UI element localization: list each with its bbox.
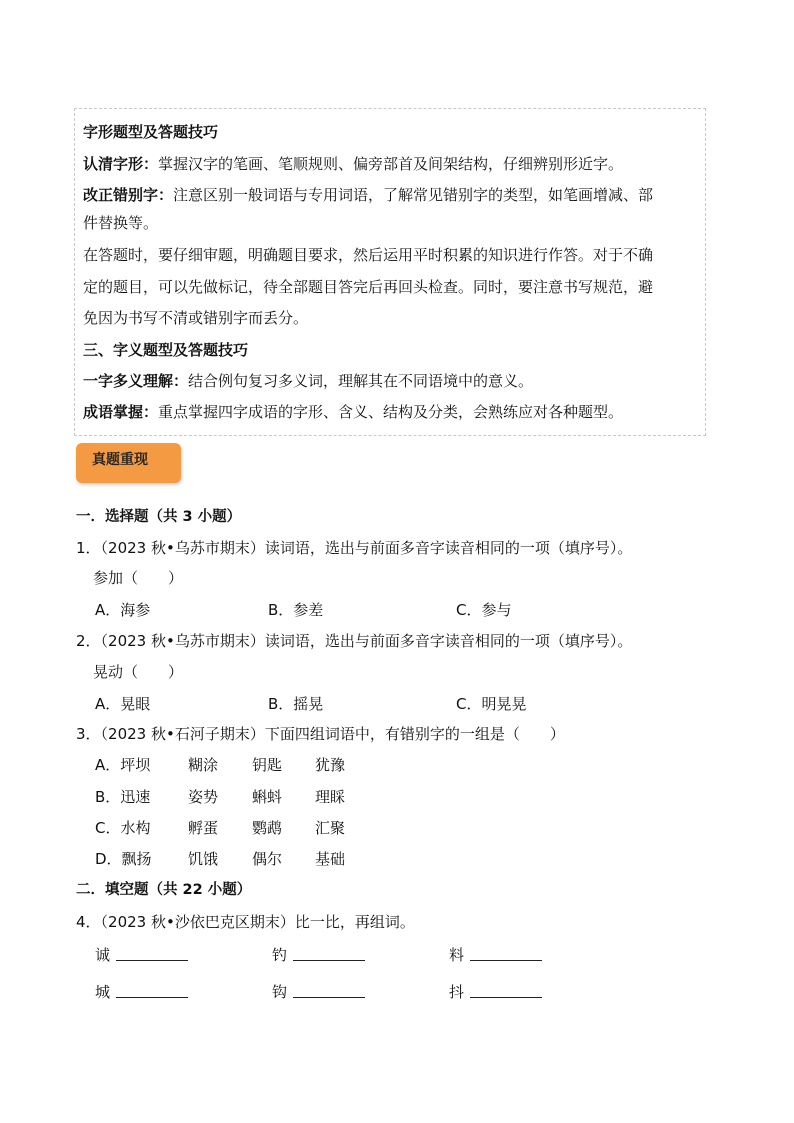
- question-3-option-a[interactable]: A．坪坝: [95, 756, 151, 774]
- section-heading-fill: 二．填空题（共 22 小题）: [76, 882, 252, 898]
- fill-item: [272, 982, 365, 1002]
- fill-blank[interactable]: [293, 946, 365, 961]
- option-word: 蝌蚪: [252, 788, 283, 806]
- option-word: 犹豫: [315, 756, 346, 774]
- question-1-option-c[interactable]: C．参与: [456, 601, 512, 619]
- tip-label: 认清字形：: [83, 155, 159, 173]
- question-2-option-b[interactable]: B．摇晃: [268, 695, 324, 713]
- question-2-stem: 2．（2023 秋•乌苏市期末）读词语，选出与前面多音字读音相同的一项（填序号）。: [76, 632, 633, 650]
- question-1-option-b[interactable]: B．参差: [268, 601, 324, 619]
- tips-section-title: 三、字义题型及答题技巧: [83, 341, 249, 359]
- question-1-option-a[interactable]: A．海参: [95, 601, 151, 619]
- tip-text: 重点掌握四字成语的字形、含义、结构及分类，会熟练应对各种题型。: [158, 403, 624, 421]
- tip-paragraph-line: 免因为书写不清或错别字而丢分。: [83, 309, 309, 327]
- question-3-option-c[interactable]: C．水构: [95, 819, 151, 837]
- fill-char: 钓: [272, 946, 288, 964]
- option-word: 饥饿: [188, 850, 219, 868]
- option-word: 偶尔: [252, 850, 283, 868]
- tip-paragraph-line: 定的题目，可以先做标记，待全部题目答完后再回头检查。同时，要注意书写规范，避: [83, 278, 654, 296]
- question-3-option-b[interactable]: B．迅速: [95, 788, 151, 806]
- tip-idioms: [83, 402, 623, 422]
- option-word: 姿势: [188, 788, 219, 806]
- tip-recognize: [83, 154, 623, 174]
- tips-title: 字形题型及答题技巧: [83, 123, 219, 141]
- fill-item: [95, 982, 188, 1002]
- tip-text: 掌握汉字的笔画、笔顺规则、偏旁部首及间架结构，仔细辨别形近字。: [158, 155, 624, 173]
- option-word: 理睬: [315, 788, 346, 806]
- tips-box: [74, 108, 706, 436]
- fill-char: 城: [95, 983, 111, 1001]
- question-2-option-a[interactable]: A．晃眼: [95, 695, 151, 713]
- question-1-stem: 1．（2023 秋•乌苏市期末）读词语，选出与前面多音字读音相同的一项（填序号）。: [76, 539, 633, 557]
- fill-item: [95, 945, 188, 965]
- question-4-stem: 4．（2023 秋•沙依巴克区期末）比一比，再组词。: [76, 913, 415, 931]
- fill-char: 料: [449, 946, 465, 964]
- fill-blank[interactable]: [116, 946, 188, 961]
- fill-item: [272, 945, 365, 965]
- tip-text: 注意区别一般词语与专用词语，了解常见错别字的类型，如笔画增减、部: [173, 186, 654, 204]
- section-heading-choice: 一．选择题（共 3 小题）: [76, 509, 242, 525]
- question-2-option-c[interactable]: C．明晃晃: [456, 695, 527, 713]
- tip-correct: [83, 185, 653, 205]
- fill-blank[interactable]: [470, 983, 542, 998]
- section-badge: 真题重现: [76, 443, 181, 483]
- tip-correct-cont: 件替换等。: [83, 214, 159, 232]
- tip-multi-meaning: [83, 371, 533, 391]
- option-word: 孵蛋: [188, 819, 219, 837]
- question-2-word: 晃动（ ）: [93, 663, 184, 681]
- option-word: 糊涂: [188, 756, 219, 774]
- question-3-stem: 3．（2023 秋•石河子期末）下面四组词语中，有错别字的一组是（ ）: [76, 725, 565, 743]
- fill-item: [449, 982, 542, 1002]
- tip-label: 改正错别字：: [83, 186, 174, 204]
- tip-paragraph-line: 在答题时，要仔细审题，明确题目要求，然后运用平时积累的知识进行作答。对于不确: [83, 246, 654, 264]
- fill-char: 诚: [95, 946, 111, 964]
- option-word: 汇聚: [315, 819, 346, 837]
- fill-blank[interactable]: [293, 983, 365, 998]
- tip-label: 一字多义理解：: [83, 372, 189, 390]
- fill-blank[interactable]: [116, 983, 188, 998]
- tip-label: 成语掌握：: [83, 403, 159, 421]
- fill-item: [449, 945, 542, 965]
- question-1-word: 参加（ ）: [93, 569, 184, 587]
- tip-text: 结合例句复习多义词，理解其在不同语境中的意义。: [188, 372, 534, 390]
- question-3-option-d[interactable]: D．飘扬: [95, 850, 152, 868]
- fill-blank[interactable]: [470, 946, 542, 961]
- option-word: 基础: [315, 850, 346, 868]
- fill-char: 抖: [449, 983, 465, 1001]
- fill-char: 钩: [272, 983, 288, 1001]
- option-word: 鹦鹉: [252, 819, 283, 837]
- option-word: 钥匙: [252, 756, 283, 774]
